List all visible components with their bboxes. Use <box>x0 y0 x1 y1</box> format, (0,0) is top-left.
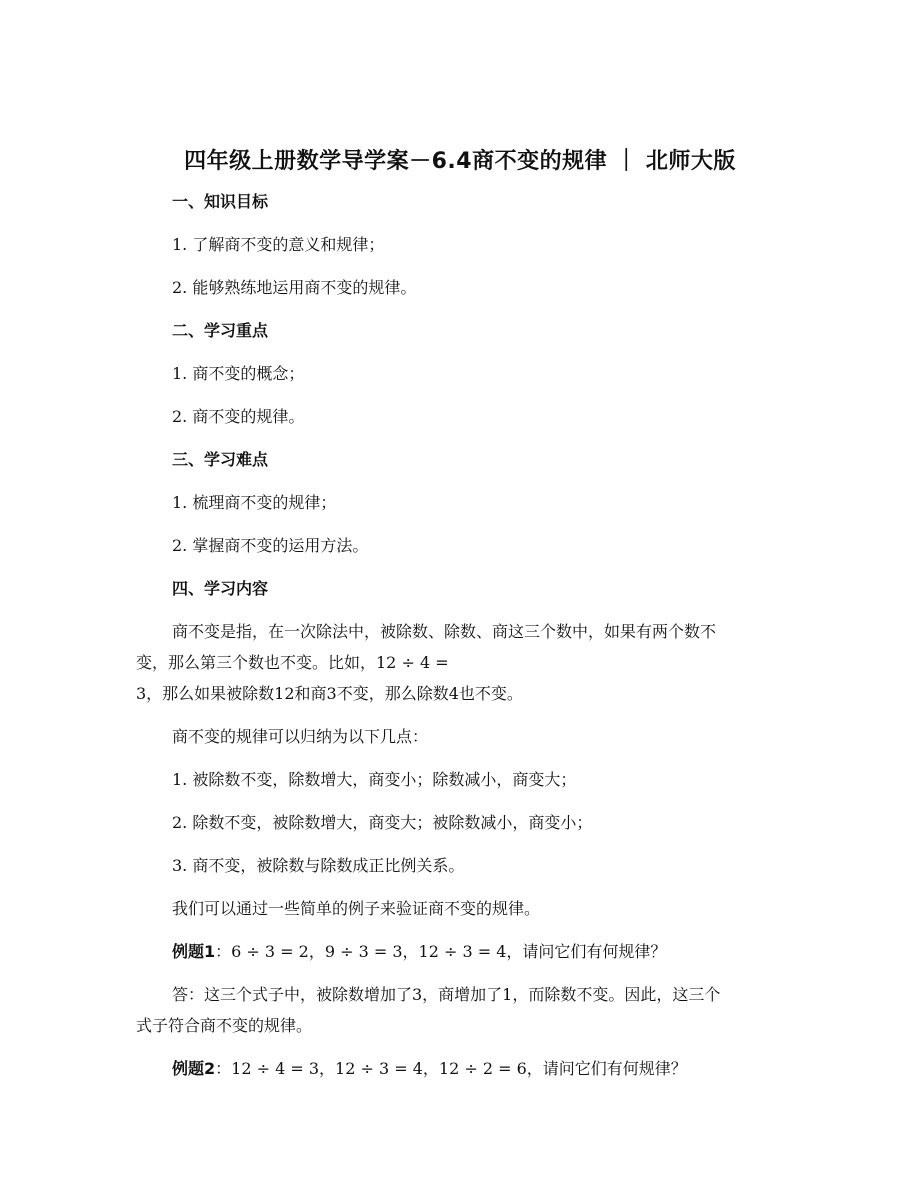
difficulty-item-2: 2. 掌握商不变的运用方法。 <box>172 536 369 555</box>
document-title: 四年级上册数学导学案－6.4商不变的规律 ｜ 北师大版 <box>184 149 736 174</box>
rule-item-2: 2. 除数不变，被除数增大，商变大；被除数减小，商变小； <box>172 813 593 832</box>
difficulty-item-1: 1. 梳理商不变的规律； <box>172 493 337 512</box>
example-1-text: ：6 ÷ 3 = 2，9 ÷ 3 = 3，12 ÷ 3 = 4，请问它们有何规律？ <box>215 942 667 961</box>
example-1 <box>172 939 666 962</box>
section-heading-difficulties: 三、学习难点 <box>172 450 269 469</box>
definition-line-2: 变，那么第三个数也不变。比如，12 ÷ 4 = <box>136 653 449 672</box>
examples-intro: 我们可以通过一些简单的例子来验证商不变的规律。 <box>172 899 541 918</box>
key-point-item-2: 2. 商不变的规律。 <box>172 407 305 426</box>
example-2 <box>172 1056 687 1079</box>
example-1-label: 例题1 <box>172 942 216 961</box>
example-2-text: ：12 ÷ 4 = 3，12 ÷ 3 = 4，12 ÷ 2 = 6，请问它们有何规律？ <box>215 1059 687 1078</box>
rule-item-3: 3. 商不变，被除数与除数成正比例关系。 <box>172 856 465 875</box>
rules-intro: 商不变的规律可以归纳为以下几点： <box>172 727 429 746</box>
example-2-label: 例题2 <box>172 1059 216 1078</box>
key-point-item-1: 1. 商不变的概念； <box>172 364 305 383</box>
answer-1-line-1: 答：这三个式子中，被除数增加了3，商增加了1，而除数不变。因此，这三个 <box>172 985 721 1004</box>
rule-item-1: 1. 被除数不变，除数增大，商变小；除数减小，商变大； <box>172 770 577 789</box>
definition-line-1: 商不变是指，在一次除法中，被除数、除数、商这三个数中，如果有两个数不 <box>172 622 717 641</box>
section-heading-content: 四、学习内容 <box>172 579 269 598</box>
objective-item-1: 1. 了解商不变的意义和规律； <box>172 235 385 254</box>
section-heading-objectives: 一、知识目标 <box>172 192 269 211</box>
section-heading-key-points: 二、学习重点 <box>172 321 269 340</box>
definition-line-3: 3，那么如果被除数12和商3不变，那么除数4也不变。 <box>136 684 523 703</box>
objective-item-2: 2. 能够熟练地运用商不变的规律。 <box>172 278 417 297</box>
answer-1-line-2: 式子符合商不变的规律。 <box>136 1016 313 1035</box>
